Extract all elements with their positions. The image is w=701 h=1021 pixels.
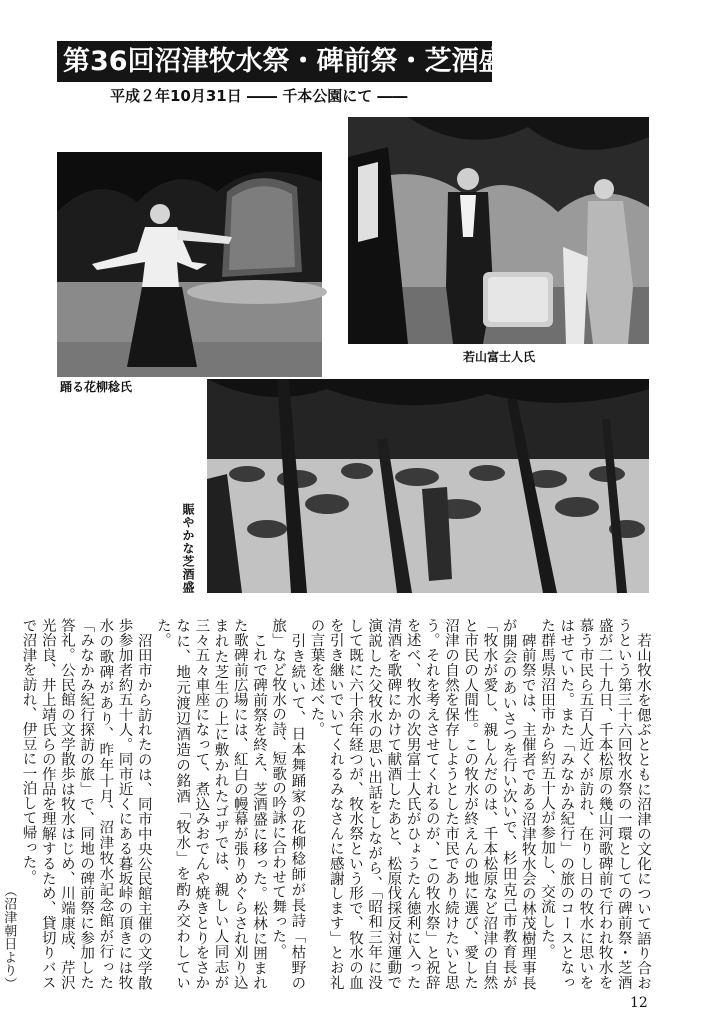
ceremony-caption: 若山富士人氏 (463, 350, 536, 364)
page-title: 第36回沼津牧水祭・碑前祭・芝酒盛 (57, 41, 492, 82)
crowd-photo-image (207, 379, 649, 593)
article-paragraph: 沼田市から訪れたのは、同市中央公民館主催の文学散歩参加者約五十人。同市近くにある暮坂峠の頂きには牧水の歌碑があり、昨年十月、沼津牧水記念館が行った「みなかみ紀行探訪の旅」で、同地の碑前祭に参加した答礼。公民館の文学散歩は牧水はじめ、川端康成、芹沢光治良、井上靖氏らの作品を理解するため、貸切りバスで沼津を訪れ、伊豆に一泊して帰った。 (20, 618, 152, 990)
crowd-caption: 賑やかな芝酒盛 (181, 503, 195, 594)
article-paragraph: これで碑前祭を終え、芝酒盛に移った。松林に囲まれた歌碑前広場には、紅白の幔幕が張りめぐらされ刈り込まれた芝生の上に敷かれたゴザでは、親しい人同志が三々五々車座になって、煮込みおでんや焼きとりをさかなに、地元渡辺酒造の銘酒「牧水」を酌み交わしていた。 (154, 618, 267, 990)
crowd-photo (207, 379, 649, 593)
dancer-photo-image (57, 152, 322, 377)
ceremony-photo (348, 117, 649, 344)
article-paragraph: 引き続いて、日本舞踊家の花柳稔師が長詩「枯野の旅」など牧水の詩、短歌の吟詠に合わせて舞った。 (270, 618, 306, 990)
dancer-caption: 踊る花柳稔氏 (60, 380, 133, 394)
ceremony-photo-image (348, 117, 649, 344)
source-credit: （沼津朝日より） (1, 883, 17, 990)
article-paragraph: 若山牧水を偲ぶとともに沼津の文化について語り合おうという第三十六回牧水祭の一環としての碑前祭・芝酒盛が二十九日、千本松原の幾山河歌碑前で行われ牧水を慕う市民ら五百人近くが訪れ、在りし日の牧水に思いをはせていた。また「みなかみ紀行」の旅のコースとなった群馬県沼田市から約五十人が参加し、交流した。 (538, 618, 651, 990)
event-subtitle: 平成２年10月31日 ―― 千本公園にて ―― (110, 87, 408, 105)
dancer-photo (57, 152, 322, 377)
article-paragraph: 碑前祭では、主催者である沼津牧水会の林茂樹理事長が開会のあいさつを行い次いで、杉田克己市教育長が「牧水が愛し、親しんだのは、千本松原など沼津の自然と市民の人間性。この牧水が終えんの地に選び、愛した沼津の自然を保存しようとした市民であり続けたいと思う。それを考えさせてくれるのが、この牧水祭」と祝辞を述べ、牧水の次男富士人氏がひょうたん徳利に入った清酒を歌碑にかけて献酒したあと、松原伐採反対運動で演説した父牧水の思い出話をしながら、「昭和三年に没して既に六十余年経つが、牧水祭という形で、牧水の血を引き継いでいてくれるみなさんに感謝します」とお礼の言葉を述べた。 (308, 618, 536, 990)
page-number: 12 (630, 995, 648, 1011)
article-body (1, 618, 652, 990)
